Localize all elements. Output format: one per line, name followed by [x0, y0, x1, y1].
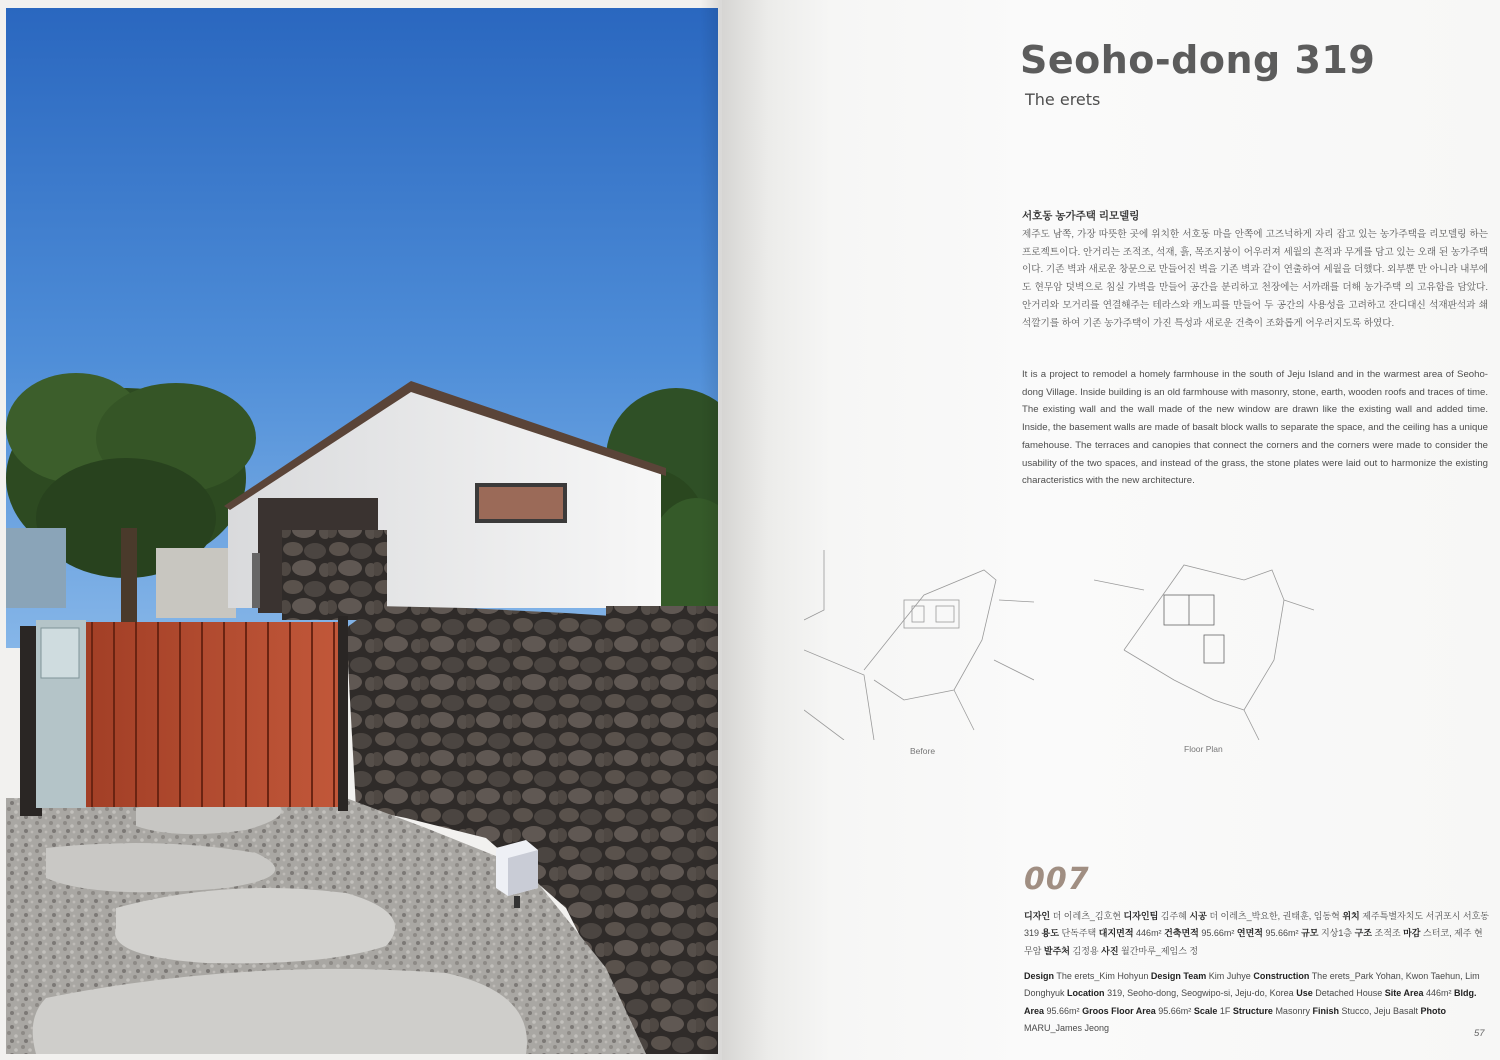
left-tree: [6, 373, 256, 638]
before-label: Before: [910, 746, 936, 756]
page-title: Seoho-dong 319: [1020, 38, 1376, 82]
wooden-gate: [20, 616, 348, 816]
project-number: 007: [1024, 862, 1090, 897]
page-number: 57: [1474, 1028, 1485, 1039]
left-page: [0, 0, 722, 1060]
korean-heading: 서호동 농가주택 리모델링: [1022, 210, 1140, 222]
right-page: [722, 0, 1500, 1060]
credits-korean: 디자인 더 이레츠_김호현 디자인팀 김주혜 시공 더 이레츠_박요한, 권태훈, 임동혁 위치 제주특별자치도 서귀포시 서호동 319 용도 단독주택 대지면적 446m² 건축면적 95.66m² 연면적 95.66m² 규모 지상1층 구조 조적조 마감 스터코, 제주 현무암 발주처 김정용 사진 월간마루_제임스 정: [1024, 911, 1489, 956]
floor-plan: [1094, 540, 1314, 740]
before-site-plan: [804, 540, 1034, 740]
credits-english: Design The erets_Kim Hohyun Design Team Kim Juhye Construction The erets_Park Yohan, Kwon Taehun, Lim Donghyuk Location 319, Seoho-dong, Seogwipo-si, Jeju-do, Korea Use Detached House Site Area 446m² Bldg. Area 95.66m² Groos Floor Area 95.66m² Scale 1F Structure Masonry Finish Stucco, Jeju Basalt Photo MARU_James Jeong: [1024, 971, 1480, 1034]
house-photo: [6, 8, 718, 1054]
floor-plan-label: Floor Plan: [1184, 744, 1223, 754]
korean-body: 제주도 남쪽, 가장 따뜻한 곳에 위치한 서호동 마을 안쪽에 고즈넉하게 자리 잡고 있는 농가주택을 리모델링 하는 프로젝트이다. 안거리는 조적조, 석재, 흙, 목조지붕이 어우러져 세월의 흔적과 무게를 담고 있는 오래 된 농가주택이다. 기존 벽과 새로운 창문으로 만들어진 벽을 기존 벽과 같이 연출하여 세월을 더했다. 외부뿐 만 아니라 내부에도 현무암 덧벽으로 침실 가벽을 만들어 공간을 분리하고 천장에는 서까래를 더해 농가주택 의 고유함을 담았다. 안거리와 모거리를 연결해주는 테라스와 캐노피를 만들어 두 공간의 사용성을 고려하고 잔디대신 석재판석과 쇄석깔기를 하여 기존 농가주택이 가진 특성과 새로운 건축이 조화롭게 어우러지도록 하였다.: [1022, 229, 1488, 329]
english-body: It is a project to remodel a homely farmhouse in the south of Jeju Island and in the warmest area of Seoho-dong Village. Inside building is an old farmhouse with masonry, stone, earth, wooden roofs and traces of time. The existing wall and the wall made of the new window are drawn like the existing wall and added time. Inside, the basement walls are made of basalt block walls to separate the space, and the ceiling has a unique famehouse. The terraces and canopies that connect the corners and the corners were made to consider the usability of the two spaces, and instead of the grass, the stone plates were laid out to harmonize the existing characteristics with the new architecture.: [1022, 369, 1488, 487]
page-subtitle: The erets: [1025, 90, 1101, 109]
